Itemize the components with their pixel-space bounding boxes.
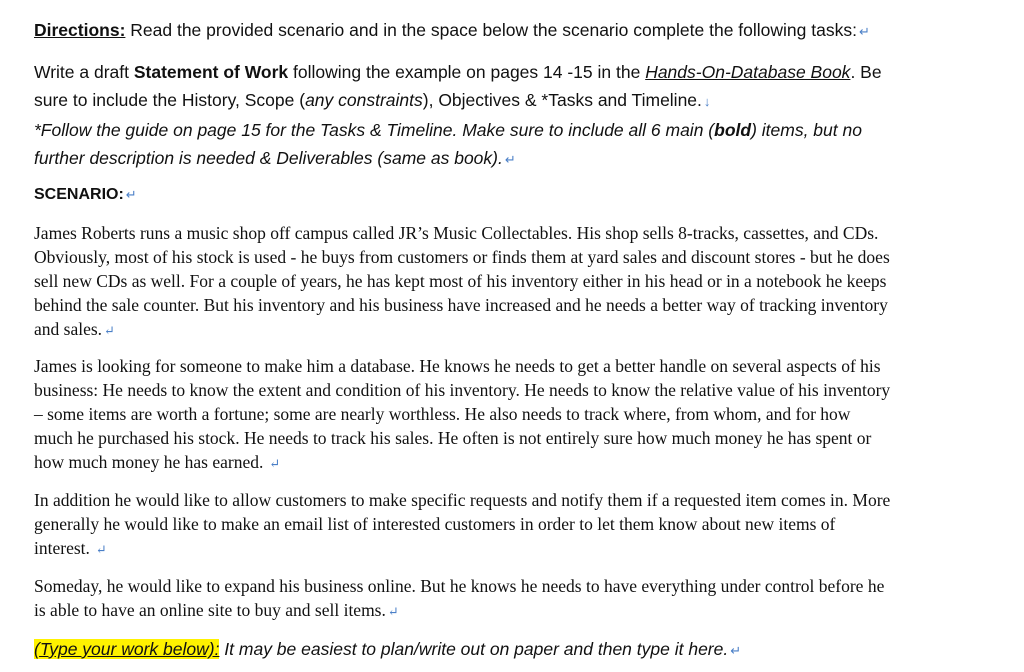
task-note: *Follow the guide on page 15 for the Tasks & Timeline. Make sure to include all 6 main ( [34,120,715,140]
text-line-content: how much money he has earned. [34,452,264,472]
task-note-bold: bold [714,120,752,140]
text-line [34,317,994,343]
scenario-paragraph-4 [34,574,994,624]
task-note: further description is needed & Deliverables (same as book). [34,148,503,168]
text-line-content: is able to have an online site to buy and sell items. [34,600,386,620]
text-line: – some items are worth a fortune; some are nearly worthless. He also needs to track where, from whom, and for how [34,404,851,424]
type-work-text: It may be easiest to plan/write out on paper and then type it here. [219,639,729,659]
text-line: Obviously, most of his stock is used - he buys from customers or finds them at yard sales and discount stores - but he does [34,247,890,267]
paragraph-mark-icon: ↵ [730,643,742,658]
scenario-paragraph-2 [34,354,994,476]
directions-paragraph [34,17,994,45]
statement-of-work-term: Statement of Work [133,62,289,82]
task-text: sure to include the History, Scope ( [34,90,306,110]
scenario-paragraph-3 [34,488,994,562]
text-line [34,598,994,624]
text-line: generally he would like to make an email list of interested customers in order to let them know about new items of [34,514,836,534]
text-line: James is looking for someone to make him a database. He knows he needs to get a better handle on several aspects of his [34,356,881,376]
paragraph-mark-icon: ↵ [387,604,399,619]
text-line: In addition he would like to allow customers to make specific requests and notify them if a requested item comes in. More [34,490,891,510]
text-line: sell new CDs as well. For a couple of years, he has kept most of his inventory either in his head or in a notebook he keeps [34,271,887,291]
task-paragraph [34,58,994,174]
directions-label: Directions: [34,20,126,40]
text-line-content: interest. [34,538,90,558]
type-work-label: (Type your work below): [34,639,220,659]
directions-text: Read the provided scenario and in the space below the scenario complete the following tasks: [125,20,857,40]
paragraph-mark-icon: ↵ [95,542,107,557]
task-line [34,144,994,174]
scenario-paragraph-1 [34,221,994,343]
text-line: James Roberts runs a music shop off campus called JR’s Music Collectables. His shop sells 8-tracks, cassettes, and CDs. [34,223,879,243]
text-line: Someday, he would like to expand his business online. But he knows he needs to have everything under control before he [34,576,885,596]
task-text: Write a draft [34,62,134,82]
type-work-paragraph [34,636,994,664]
text-line [34,536,994,562]
text-line: much he purchased his stock. He needs to track his sales. He often is not entirely sure how much money he has spent or [34,428,872,448]
text-line: business: He needs to know the extent and condition of his inventory. He needs to know the relative value of his inventory [34,380,891,400]
text-line [34,450,994,476]
task-text: ), Objectives & *Tasks and Timeline. [422,90,702,110]
paragraph-mark-icon: ↵ [858,24,870,39]
scenario-heading [34,182,994,208]
paragraph-mark-icon: ↵ [125,187,137,202]
task-text: . Be [850,62,882,82]
text-line-content: and sales. [34,319,103,339]
task-line [34,86,994,116]
scenario-heading-text: SCENARIO: [34,186,124,203]
paragraph-mark-icon: ↵ [104,323,115,338]
task-text: following the example on pages 14 -15 in the [288,62,646,82]
task-note: ) items, but no [751,120,862,140]
paragraph-mark-icon: ↵ [504,152,516,167]
book-title: Hands-On-Database Book [645,62,851,82]
task-line [34,58,994,86]
task-emphasis: any constraints [305,90,423,110]
paragraph-mark-icon: ↵ [269,456,281,471]
line-break-icon: ↓ [703,94,711,109]
task-line [34,116,994,144]
text-line: behind the sale counter. But his inventory and his business have increased and he needs a better way of tracking inventory [34,295,888,315]
